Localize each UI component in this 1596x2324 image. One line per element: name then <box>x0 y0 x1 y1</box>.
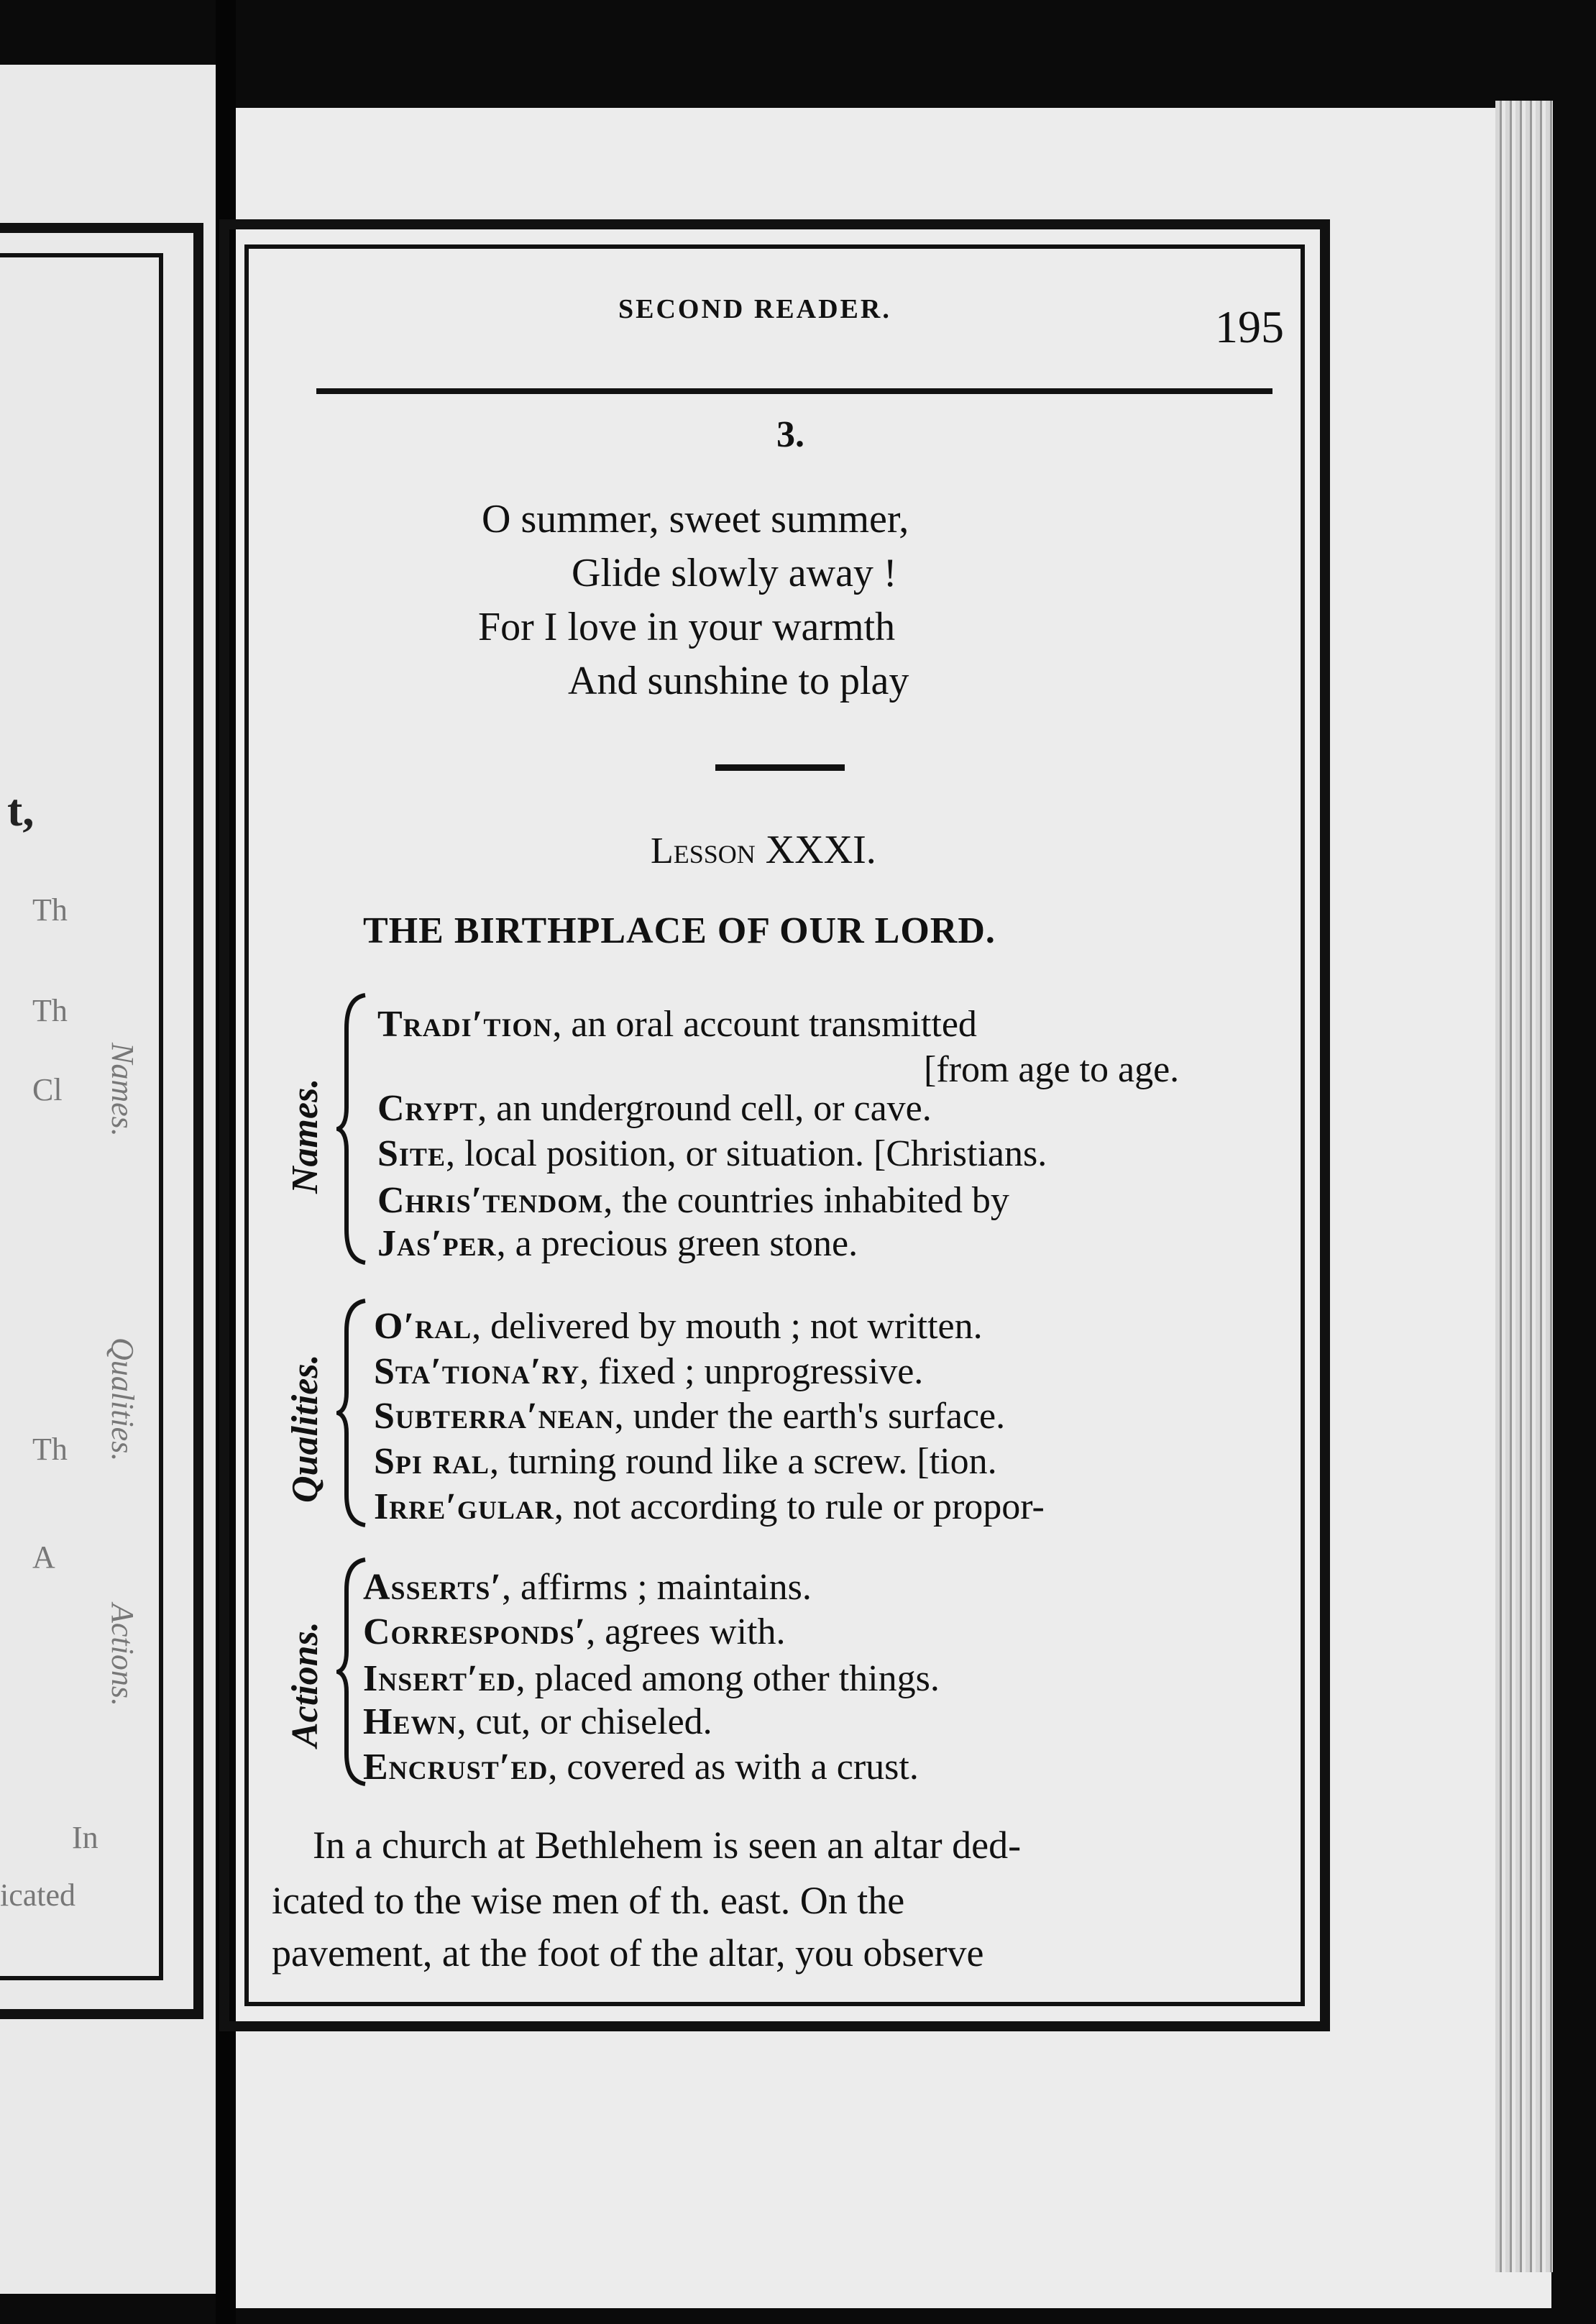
section-divider <box>715 764 845 771</box>
poem-line: And sunshine to play <box>568 659 909 703</box>
previous-page-text: A <box>32 1540 55 1575</box>
previous-page-text: Th <box>32 1432 68 1467</box>
paragraph-line: icated to the wise men of th. east. On the <box>272 1879 905 1922</box>
vocab-line <box>924 1048 1179 1091</box>
vocab-term: Irre′gular <box>374 1486 554 1527</box>
vocab-term: Insert′ed <box>363 1658 516 1699</box>
running-head: SECOND READER. <box>618 294 891 324</box>
lesson-heading <box>651 827 876 873</box>
vocab-term: Spi ral <box>374 1441 490 1482</box>
vocab-term: Chris′tendom <box>377 1180 604 1221</box>
group-label-qualities: Qualities. <box>285 1354 326 1503</box>
vocab-definition: [from age to age. <box>924 1049 1180 1090</box>
vocab-line <box>363 1746 919 1788</box>
vocab-definition: , affirms ; maintains. <box>502 1567 812 1608</box>
poem-line: O summer, sweet summer, <box>482 497 909 541</box>
previous-page-text: Cl <box>32 1072 63 1107</box>
previous-page-text: Th <box>32 892 68 928</box>
poem-line: For I love in your warmth <box>478 605 896 649</box>
vocab-term: Corresponds′ <box>363 1611 587 1652</box>
vocab-line <box>374 1395 1005 1437</box>
previous-page-text: t, <box>7 784 35 836</box>
vocab-line <box>377 1222 858 1265</box>
vocab-definition: , an underground cell, or cave. <box>477 1088 932 1129</box>
vocab-term: Tradi′tion <box>377 1004 553 1045</box>
vocab-line <box>377 1179 1009 1222</box>
previous-page-text: Th <box>32 993 68 1028</box>
names-brace <box>336 992 370 1266</box>
vocab-term: Subterra′nean <box>374 1396 615 1437</box>
vocab-definition: , under the earth's surface. <box>614 1396 1006 1437</box>
poem-line: Glide slowly away ! <box>572 551 897 595</box>
vocab-line <box>363 1611 785 1653</box>
vocab-line <box>363 1657 940 1700</box>
group-label-names: Names. <box>285 1078 326 1194</box>
group-label-actions: Actions. <box>285 1621 326 1747</box>
vocab-term: Crypt <box>377 1088 478 1129</box>
vocab-definition: , delivered by mouth ; not written. <box>472 1306 983 1347</box>
previous-page-side-label: Actions. <box>105 1604 140 1706</box>
vocab-term: Jas′per <box>377 1223 497 1264</box>
vocab-definition: , covered as with a crust. <box>548 1747 919 1788</box>
vocab-definition: , placed among other things. <box>515 1658 940 1699</box>
vocab-term: Site <box>377 1133 446 1174</box>
paragraph-line: pavement, at the foot of the altar, you observe <box>272 1931 984 1975</box>
stanza-number: 3. <box>776 414 804 455</box>
vocab-line <box>363 1701 712 1743</box>
vocab-line <box>374 1305 983 1348</box>
previous-page-side-label: Names. <box>105 1043 140 1137</box>
vocab-definition: , cut, or chiseled. <box>457 1701 712 1742</box>
previous-page-text: icated <box>0 1877 76 1913</box>
vocab-line <box>377 1133 1047 1175</box>
page-number: 195 <box>1215 301 1284 352</box>
vocab-line <box>374 1350 923 1393</box>
vocab-term: Encrust′ed <box>363 1747 549 1788</box>
vocab-line <box>363 1566 812 1609</box>
vocab-line <box>374 1440 997 1483</box>
vocab-term: Hewn <box>363 1701 457 1742</box>
qualities-brace <box>336 1298 370 1528</box>
vocab-definition: , an oral account transmitted <box>552 1004 977 1045</box>
paragraph-line: In a church at Bethlehem is seen an altar ded- <box>313 1824 1022 1867</box>
vocab-term: O′ral <box>374 1306 472 1347</box>
vocab-definition: , local position, or situation. [Christians. <box>445 1133 1047 1174</box>
previous-page-side-label: Qualities. <box>105 1337 140 1462</box>
vocab-term: Asserts′ <box>363 1567 502 1608</box>
previous-page-fragment <box>0 65 216 2294</box>
vocab-definition: , fixed ; unprogressive. <box>579 1351 924 1392</box>
vocab-definition: , agrees with. <box>586 1611 786 1652</box>
vocab-line <box>377 1087 932 1130</box>
page-edges <box>1495 101 1553 2272</box>
vocab-definition: , turning round like a screw. [tion. <box>489 1441 997 1482</box>
previous-page-text: In <box>72 1820 98 1855</box>
lesson-word: Lesson <box>651 831 756 872</box>
lesson-title: THE BIRTHPLACE OF OUR LORD. <box>363 910 996 951</box>
lesson-number: XXXI. <box>765 828 876 872</box>
vocab-term: Sta′tiona′ry <box>374 1351 580 1392</box>
vocab-definition: , a precious green stone. <box>496 1223 858 1264</box>
vocab-line <box>377 1003 977 1046</box>
vocab-definition: , the countries inhabited by <box>603 1180 1009 1221</box>
header-rule <box>316 388 1272 394</box>
vocab-line <box>374 1486 1045 1528</box>
vocab-definition: , not according to rule or propor- <box>554 1486 1045 1527</box>
